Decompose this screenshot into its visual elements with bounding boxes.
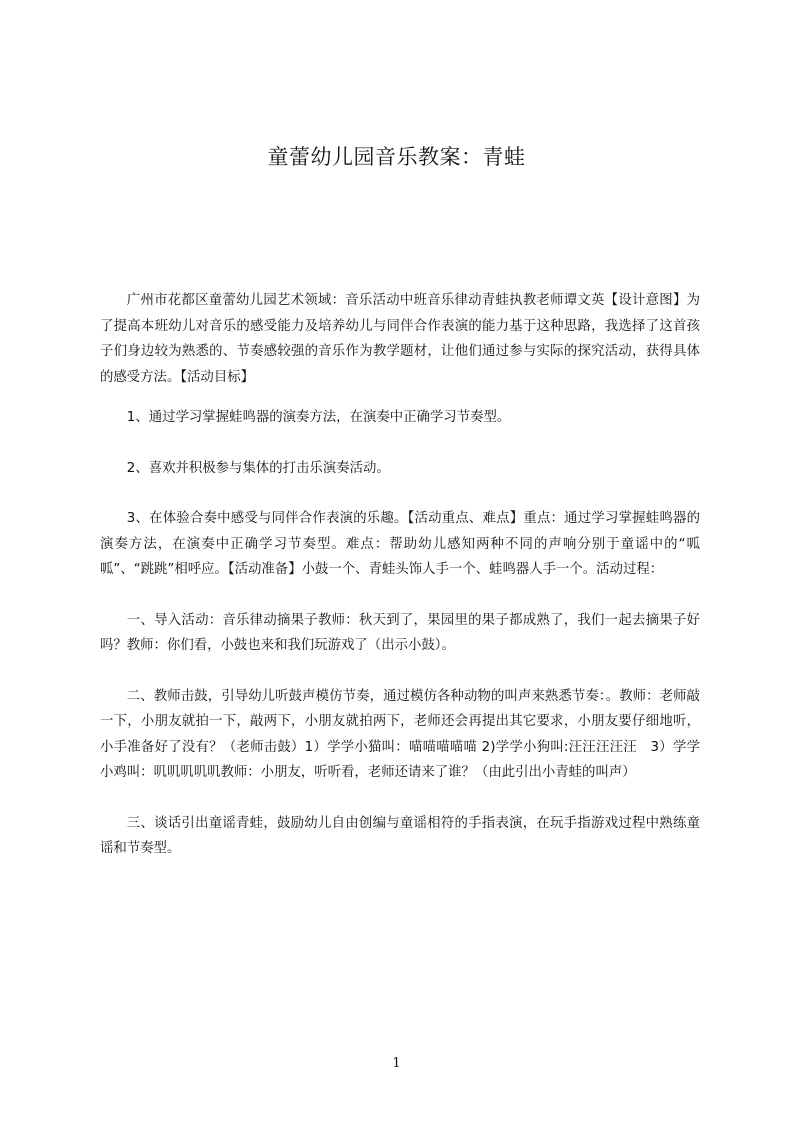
paragraph-step-3: 三、谈话引出童谣青蛙，鼓励幼儿自由创编与童谣相符的手指表演，在玩手指游戏过程中熟练童谣和节奏型。 — [100, 815, 700, 856]
paragraph-goal-2: 2、喜欢并积极参与集体的打击乐演奏活动。 — [126, 460, 390, 476]
paragraph-intro: 广州市花都区童蕾幼儿园艺术领域：音乐活动中班音乐律动青蛙执教老师谭文英【设计意图】为了提高本班幼儿对音乐的感受能力及培养幼儿与同伴合作表演的能力基于这种思路，我选择了这首孩子们身边较为熟悉的、节奏感较强的音乐作为教学题材，让他们通过参与实际的探究活动，获得具体的感受方法。【活动目标】 — [100, 293, 700, 385]
paragraph-goal-3: 3、在体验合奏中感受与同伴合作表演的乐趣。【活动重点、难点】重点：通过学习掌握蛙鸣器的演奏方法，在演奏中正确学习节奏型。难点：帮助幼儿感知两种不同的声响分别于童谣中的“呱呱”、“跳跳”相呼应。【活动准备】小鼓一个、青蛙头饰人手一个、蛙鸣器人手一个。活动过程： — [100, 511, 700, 577]
paragraph-step-2: 二、教师击鼓，引导幼儿听鼓声模仿节奏，通过模仿各种动物的叫声来熟悉节奏：。教师：老师敲一下，小朋友就拍一下，敲两下，小朋友就拍两下，老师还会再提出其它要求，小朋友要仔细地听，小手准备好了没有？（老师击鼓）1）学学小猫叫：喵喵喵喵喵 2)学学小狗叫:汪汪汪汪汪 3）学学小鸡叫：叽叽叽叽叽教师：小朋友，听听看，老师还请来了谁？（由此引出小青蛙的叫声） — [100, 688, 700, 780]
paragraph-step-1: 一、导入活动：音乐律动摘果子教师：秋天到了，果园里的果子都成熟了，我们一起去摘果子好吗？教师：你们看，小鼓也来和我们玩游戏了（出示小鼓）。 — [100, 612, 700, 653]
paragraph-goal-1: 1、通过学习掌握蛙鸣器的演奏方法，在演奏中正确学习节奏型。 — [126, 410, 511, 425]
page-title: 童蕾幼儿园音乐教案：青蛙 — [267, 145, 526, 169]
document-body — [100, 288, 700, 887]
page-number: 1 — [392, 1056, 401, 1071]
